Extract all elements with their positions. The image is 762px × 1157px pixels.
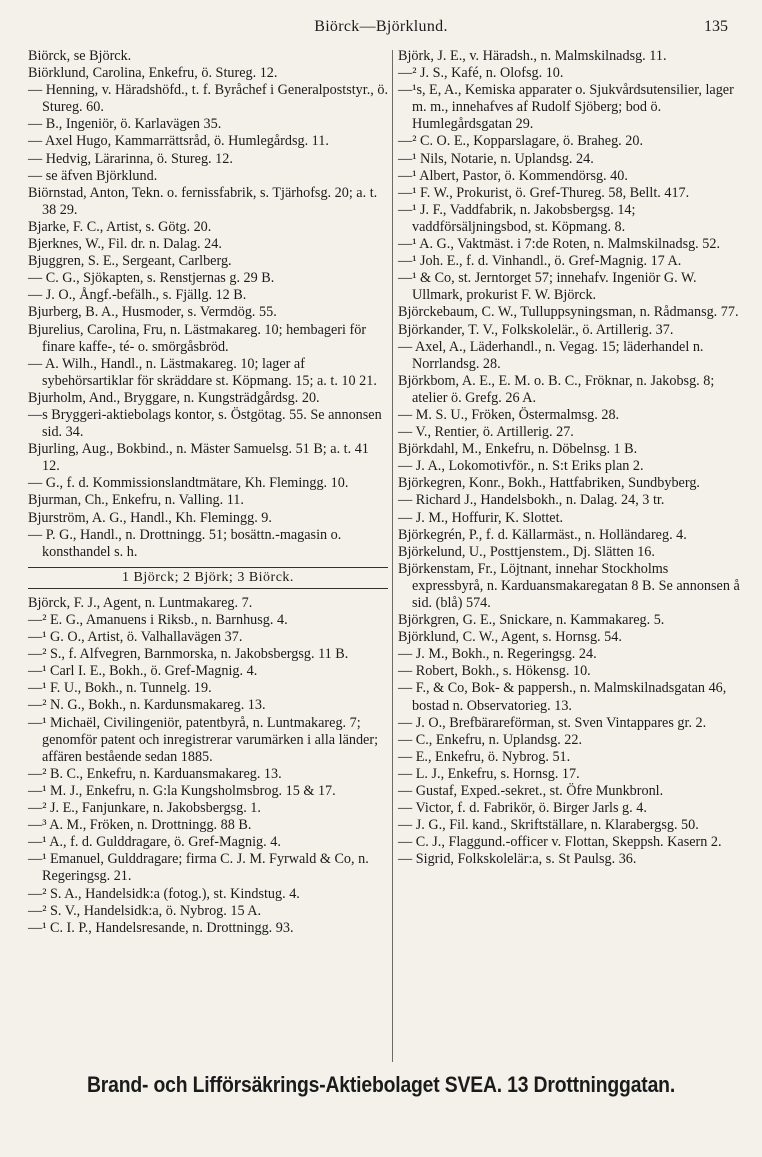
directory-entry: Bjurling, Aug., Bokbind., n. Mäster Samuelsg. 51 B; a. t. 41 12. <box>28 441 369 475</box>
directory-entry: Björkegrén, P., f. d. Källarmäst., n. Holländareg. 4. <box>398 526 687 543</box>
directory-entry: Bjurström, A. G., Handl., Kh. Flemingg. 9. <box>28 509 272 526</box>
directory-entry: —² S. V., Handelsidk:a, ö. Nybrog. 15 A. <box>28 902 262 919</box>
directory-entry: — J. G., Fil. kand., Skriftställare, n. Klarabergsg. 50. <box>398 817 699 834</box>
directory-entry: Björck, F. J., Agent, n. Luntmakareg. 7. <box>28 594 253 611</box>
directory-entry: Björkgren, G. E., Snickare, n. Kammakareg. 5. <box>398 612 665 629</box>
directory-entry: Björkelund, U., Posttjenstem., Dj. Slätten 16. <box>398 543 655 560</box>
directory-entry: — Richard J., Handelsbokh., n. Dalag. 24, 3 tr. <box>398 492 665 509</box>
directory-entry: Björkbom, A. E., E. M. o. B. C., Fröknar, n. Jakobsg. 8; atelier ö. Grefg. 26 A. <box>398 372 715 406</box>
directory-entry: — Hedvig, Lärarinna, ö. Stureg. 12. <box>28 150 233 167</box>
directory-entry: —¹ A. G., Vaktmäst. i 7:de Roten, n. Malmskilnadsg. 52. <box>398 236 721 253</box>
directory-entry: Björklund, C. W., Agent, s. Hornsg. 54. <box>398 629 622 646</box>
left-entries <box>28 48 388 561</box>
directory-entry: —¹ Nils, Notarie, n. Uplandsg. 24. <box>398 150 594 167</box>
directory-entry: —² S. A., Handelsidk:a (fotog.), st. Kindstug. 4. <box>28 885 300 902</box>
page-header <box>0 18 762 42</box>
right-entries <box>398 48 740 869</box>
directory-entry: —¹ Emanuel, Gulddragare; firma C. J. M. Fyrwald & Co, n. Regeringsg. 21. <box>28 851 369 885</box>
directory-entry: — J. M., Bokh., n. Regeringsg. 24. <box>398 646 597 663</box>
section-separator: 1 Björck; 2 Björk; 3 Biörck. <box>28 567 388 589</box>
running-title: Biörck—Björklund. <box>314 18 448 35</box>
directory-entry: Biörck, se Björck. <box>28 48 132 64</box>
directory-entry: — J. O., Brefbärareförman, st. Sven Vintappares gr. 2. <box>398 714 707 731</box>
directory-entry: — J. A., Lokomotivför., n. S:t Eriks plan 2. <box>398 458 644 475</box>
directory-entry: Bjurelius, Carolina, Fru, n. Lästmakareg. 10; hembageri för finare kaffe-, té- o. smörgåsbröd. <box>28 321 367 355</box>
directory-entry: — Axel Hugo, Kammarrättsråd, ö. Humlegårdsg. 11. <box>28 133 329 150</box>
directory-entry: —¹ G. O., Artist, ö. Valhallavägen 37. <box>28 629 243 646</box>
directory-entry: — F., & Co, Bok- & pappersh., n. Malmskilnadsgatan 46, bostad n. Observatorieg. 13. <box>398 680 727 714</box>
directory-entry: — se äfven Björklund. <box>28 167 158 184</box>
directory-entry: —¹ C. I. P., Handelsresande, n. Drottningg. 93. <box>28 919 294 936</box>
directory-entry: — P. G., Handl., n. Drottningg. 51; bosättn.-magasin o. konsthandel s. h. <box>28 526 342 560</box>
directory-entry: — G., f. d. Kommissionslandtmätare, Kh. Flemingg. 10. <box>28 475 349 492</box>
directory-entry: Bjerknes, W., Fil. dr. n. Dalag. 24. <box>28 236 222 253</box>
directory-entry: Bjurholm, And., Bryggare, n. Kungsträdgårdsg. 20. <box>28 389 320 406</box>
directory-entry: Björkdahl, M., Enkefru, n. Döbelnsg. 1 B. <box>398 441 638 458</box>
directory-entry: — V., Rentier, ö. Artillerig. 27. <box>398 424 574 441</box>
directory-entry: —s Bryggeri-aktiebolags kontor, s. Östgötag. 55. Se annonsen sid. 34. <box>28 406 382 441</box>
right-column <box>398 48 740 869</box>
directory-entry: — J. O., Ångf.-befälh., s. Fjällg. 12 B. <box>28 287 247 304</box>
directory-entry: Bjurman, Ch., Enkefru, n. Valling. 11. <box>28 492 244 509</box>
directory-entry: —² C. O. E., Kopparslagare, ö. Braheg. 20. <box>398 133 643 150</box>
directory-entry: — C. G., Sjökapten, s. Renstjernas g. 29 B. <box>28 270 275 287</box>
directory-entry: —¹ F. W., Prokurist, ö. Gref-Thureg. 58, Bellt. 417. <box>398 184 690 201</box>
left-column <box>28 48 388 937</box>
directory-entry: — Victor, f. d. Fabrikör, ö. Birger Jarls g. 4. <box>398 800 647 817</box>
directory-entry: Bjuggren, S. E., Sergeant, Carlberg. <box>28 253 232 270</box>
directory-entry: — L. J., Enkefru, s. Hornsg. 17. <box>398 765 580 782</box>
directory-entry: — Henning, v. Häradshöfd., t. f. Byråchef i Generalpoststyr., ö. Stureg. 60. <box>28 82 388 116</box>
directory-entry: — B., Ingeniör, ö. Karlavägen 35. <box>28 116 222 133</box>
directory-entry: — Sigrid, Folkskolelär:a, s. St Paulsg. 36. <box>398 851 637 868</box>
directory-entry: —¹ Carl I. E., Bokh., ö. Gref-Magnig. 4. <box>28 663 258 680</box>
directory-entry: Björkander, T. V., Folkskolelär., ö. Artillerig. 37. <box>398 321 674 338</box>
directory-entry: — C., Enkefru, n. Uplandsg. 22. <box>398 731 583 748</box>
directory-entry: Björkegren, Konr., Bokh., Hattfabriken, Sundbyberg. <box>398 475 700 492</box>
directory-entry: — Robert, Bokh., s. Hökensg. 10. <box>398 663 591 680</box>
directory-entry: — Gustaf, Exped.-sekret., st. Öfre Munkbronl. <box>398 783 664 800</box>
directory-entry: —² B. C., Enkefru, n. Karduansmakareg. 13. <box>28 765 282 782</box>
directory-entry: —² E. G., Amanuens i Riksb., n. Barnhusg. 4. <box>28 612 288 628</box>
directory-entry: — C. J., Flaggund.-officer v. Flottan, Skeppsh. Kasern 2. <box>398 834 722 851</box>
directory-entry: —¹s, E, A., Kemiska apparater o. Sjukvårdsutensilier, lager m. m., innehafves af Rudolf Sjöberg; bod ö. Humlegårdsgatan 29. <box>398 82 734 133</box>
directory-entry: Björkenstam, Fr., Löjtnant, innehar Stockholms expressbyrå, n. Karduansmakaregatan 8 B. Se annonsen å sid. (blå) 574. <box>398 560 740 611</box>
directory-entry: —² S., f. Alfvegren, Barnmorska, n. Jakobsbergsg. 11 B. <box>28 646 349 663</box>
directory-entry: —¹ & Co, st. Jerntorget 57; innehafv. Ingeniör G. W. Ullmark, prokurist F. W. Björck. <box>398 270 697 304</box>
directory-entry: Biörnstad, Anton, Tekn. o. fernissfabrik, s. Tjärhofsg. 20; a. t. 38 29. <box>28 184 378 218</box>
directory-entry: —¹ J. F., Vaddfabrik, n. Jakobsbergsg. 14; vaddförsäljningsbod, st. Köpmang. 8. <box>398 201 636 235</box>
directory-entry: Björk, J. E., v. Häradsh., n. Malmskilnadsg. 11. <box>398 48 667 64</box>
directory-entry: —¹ A., f. d. Gulddragare, ö. Gref-Magnig. 4. <box>28 834 281 851</box>
directory-entry: —¹ M. J., Enkefru, n. G:la Kungsholmsbrog. 15 & 17. <box>28 782 336 799</box>
directory-entry: —² J. E., Fanjunkare, n. Jakobsbergsg. 1. <box>28 800 261 817</box>
directory-entry: —² J. S., Kafé, n. Olofsg. 10. <box>398 65 564 82</box>
directory-entry: Bjarke, F. C., Artist, s. Götg. 20. <box>28 218 212 235</box>
directory-entry: —¹ Albert, Pastor, ö. Kommendörsg. 40. <box>398 167 628 184</box>
directory-entry: Biörklund, Carolina, Enkefru, ö. Stureg. 12. <box>28 65 278 82</box>
directory-entry: —³ A. M., Fröken, n. Drottningg. 88 B. <box>28 817 252 834</box>
directory-entry: —¹ F. U., Bokh., n. Tunnelg. 19. <box>28 680 212 697</box>
directory-entry: — E., Enkefru, ö. Nybrog. 51. <box>398 748 571 765</box>
column-divider <box>392 50 393 1062</box>
directory-entry: — Axel, A., Läderhandl., n. Vegag. 15; läderhandel n. Norrlandsg. 28. <box>398 338 704 372</box>
directory-entry: Björckebaum, C. W., Tulluppsyningsman, n. Rådmansg. 77. <box>398 304 739 321</box>
directory-entry: —¹ Joh. E., f. d. Vinhandl., ö. Gref-Magnig. 17 A. <box>398 253 682 270</box>
directory-entry: — M. S. U., Fröken, Östermalmsg. 28. <box>398 406 620 423</box>
left-entries-continued <box>28 595 388 937</box>
directory-entry: — J. M., Hoffurir, K. Slottet. <box>398 509 564 526</box>
advertisement-footer: Brand- och Lifförsäkrings-Aktiebolaget SVEA. 13 Drottninggatan. <box>86 1072 676 1097</box>
directory-entry: Bjurberg, B. A., Husmoder, s. Vermdög. 55. <box>28 304 277 321</box>
directory-entry: —² N. G., Bokh., n. Kardunsmakareg. 13. <box>28 697 266 714</box>
page-number: 135 <box>704 18 728 35</box>
directory-entry: —¹ Michaël, Civilingeniör, patentbyrå, n. Luntmakareg. 7; genomför patent och inregistrerar varumärken i alla länder; affären bestående sedan 1885. <box>28 714 379 765</box>
directory-entry: — A. Wilh., Handl., n. Lästmakareg. 10; lager af sybehörsartiklar för skräddare st. Köpmang. 15; a. t. 10 21. <box>28 355 377 389</box>
